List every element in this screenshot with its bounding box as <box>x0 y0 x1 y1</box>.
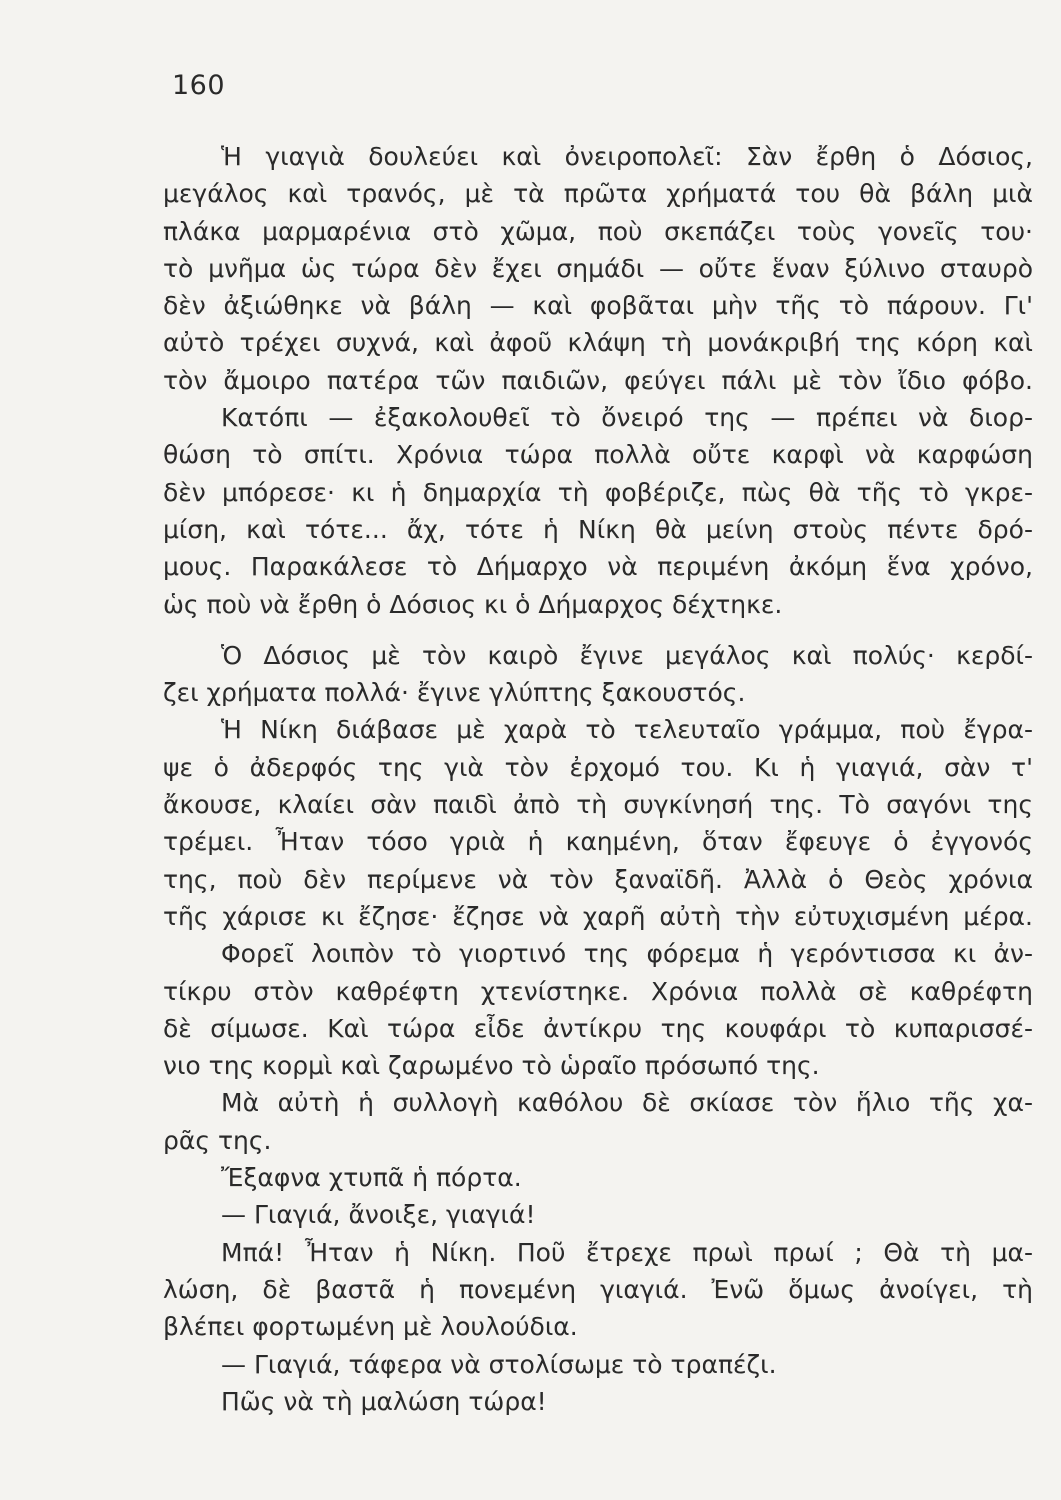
text-line: αὐτὸ τρέχει συχνά, καὶ ἀφοῦ κλάψη τὴ μονάκριβή της κόρη καὶ <box>163 328 1033 358</box>
text-line: ρᾶς της. <box>163 1125 272 1155</box>
text-line: ζει χρήματα πολλά· ἔγινε γλύπτης ξακουστός. <box>163 678 746 708</box>
text-line: τίκρυ στὸν καθρέφτη χτενίστηκε. Χρόνια πολλὰ σὲ καθρέφτη <box>163 976 1033 1006</box>
text-line: Μπά! Ἦταν ἡ Νίκη. Ποῦ ἔτρεχε πρωὶ πρωί ; Θὰ τὴ μα- <box>221 1237 1033 1267</box>
text-line: Ἡ γιαγιὰ δουλεύει καὶ ὀνειροπολεῖ: Σὰν ἔρθη ὁ Δόσιος, <box>221 142 1033 171</box>
text-line: νιο της κορμὶ καὶ ζαρωμένο τὸ ὡραῖο πρόσωπό της. <box>163 1051 820 1081</box>
text-line: τρέμει. Ἦταν τόσο γριὰ ἡ καημένη, ὅταν ἔφευγε ὁ ἐγγονός <box>163 827 1033 857</box>
text-line: τῆς χάρισε κι ἔζησε· ἔζησε νὰ χαρῆ αὐτὴ τὴν εὐτυχισμένη μέρα. <box>163 901 1033 931</box>
text-line: Ἔξαφνα χτυπᾶ ἡ πόρτα. <box>221 1163 522 1193</box>
text-line: δὲν μπόρεσε· κι ἡ δημαρχία τὴ φοβέριζε, πὼς θὰ τῆς τὸ γκρε- <box>163 477 1033 507</box>
page-number: 160 <box>172 70 226 101</box>
body-text <box>163 138 1033 1420</box>
text-line: Ὁ Δόσιος μὲ τὸν καιρὸ ἔγινε μεγάλος καὶ πολύς· κερδί- <box>221 640 1033 670</box>
text-line: Φορεῖ λοιπὸν τὸ γιορτινό της φόρεμα ἡ γερόντισσα κι ἀν- <box>221 939 1033 969</box>
text-line: ἄκουσε, κλαίει σὰν παιδὶ ἀπὸ τὴ συγκίνησή της. Τὸ σαγόνι της <box>163 790 1033 820</box>
text-line: θώση τὸ σπίτι. Χρόνια τώρα πολλὰ οὔτε καρφὶ νὰ καρφώση <box>163 440 1033 470</box>
text-line: ψε ὁ ἀδερφός της γιὰ τὸν ἐρχομό του. Κι ἡ γιαγιά, σὰν τ' <box>163 752 1033 782</box>
text-line: πλάκα μαρμαρένια στὸ χῶμα, ποὺ σκεπάζει τοὺς γονεῖς του· <box>163 216 1033 246</box>
text-line: Μὰ αὐτὴ ἡ συλλογὴ καθόλου δὲ σκίασε τὸν ἥλιο τῆς χα- <box>221 1088 1033 1118</box>
text-line: τὸν ἄμοιρο πατέρα τῶν παιδιῶν, φεύγει πάλι μὲ τὸν ἴδιο φόβο. <box>163 365 1033 395</box>
text-line: Κατόπι — ἐξακολουθεῖ τὸ ὄνειρό της — πρέπει νὰ διορ- <box>221 403 1033 433</box>
paragraph-gap <box>163 623 1033 637</box>
text-line: μίση, καὶ τότε... ἄχ, τότε ἡ Νίκη θὰ μείνη στοὺς πέντε δρό- <box>163 514 1033 544</box>
text-line: βλέπει φορτωμένη μὲ λουλούδια. <box>163 1312 578 1342</box>
text-line: — Γιαγιά, τάφερα νὰ στολίσωμε τὸ τραπέζι. <box>221 1349 777 1379</box>
text-line: δὲ σίμωσε. Καὶ τώρα εἶδε ἀντίκρυ της κουφάρι τὸ κυπαρισσέ- <box>163 1013 1033 1043</box>
text-line: Ἡ Νίκη διάβασε μὲ χαρὰ τὸ τελευταῖο γράμμα, ποὺ ἔγρα- <box>221 715 1033 745</box>
text-line: λώση, δὲ βαστᾶ ἡ πονεμένη γιαγιά. Ἐνῶ ὅμως ἀνοίγει, τὴ <box>163 1274 1033 1304</box>
text-line: μους. Παρακάλεσε τὸ Δήμαρχο νὰ περιμένη ἀκόμη ἕνα χρόνο, <box>163 552 1033 582</box>
text-line: Πῶς νὰ τὴ μαλώση τώρα! <box>221 1386 547 1416</box>
text-line: τὸ μνῆμα ὡς τώρα δὲν ἔχει σημάδι — οὔτε ἕναν ξύλινο σταυρὸ <box>163 253 1033 283</box>
text-line: μεγάλος καὶ τρανός, μὲ τὰ πρῶτα χρήματά του θὰ βάλη μιὰ <box>163 179 1033 209</box>
text-line: της, ποὺ δὲν περίμενε νὰ τὸν ξαναϊδῆ. Ἀλλὰ ὁ Θεὸς χρόνια <box>163 864 1033 894</box>
text-line: ὡς ποὺ νὰ ἔρθη ὁ Δόσιος κι ὁ Δήμαρχος δέχτηκε. <box>163 589 783 619</box>
text-line: — Γιαγιά, ἄνοιξε, γιαγιά! <box>221 1200 536 1230</box>
text-line: δὲν ἀξιώθηκε νὰ βάλη — καὶ φοβᾶται μὴν τῆς τὸ πάρουν. Γι' <box>163 291 1033 321</box>
